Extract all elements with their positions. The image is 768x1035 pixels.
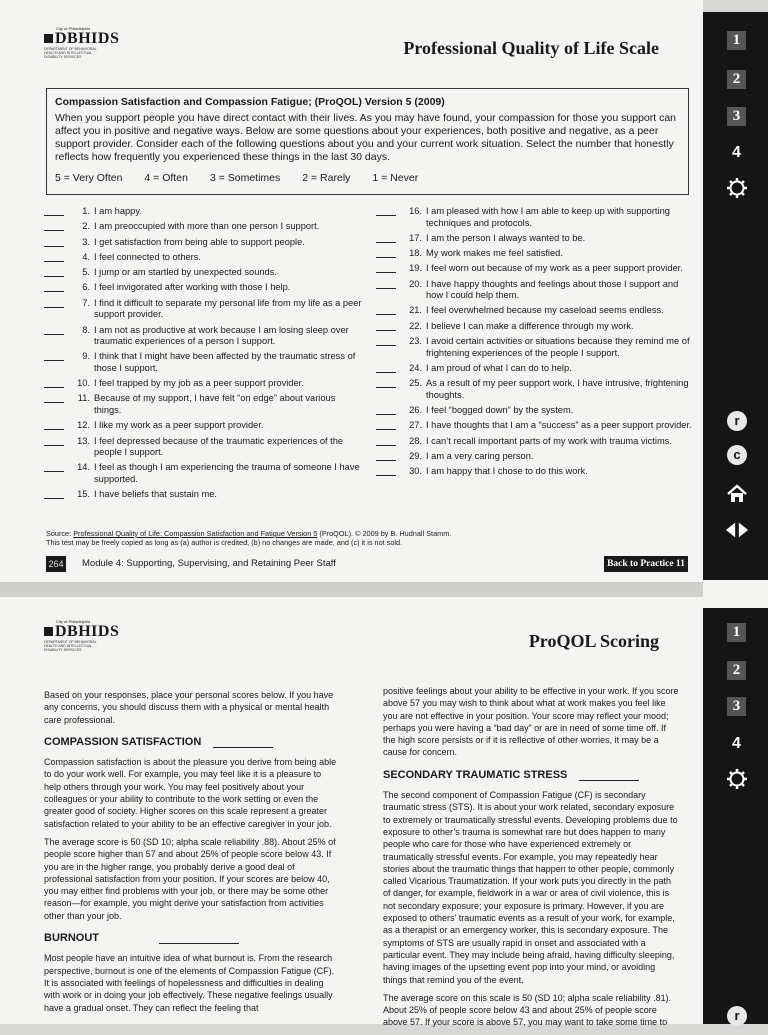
question-text: I am a very caring person. [426,450,534,461]
back-to-practice-button[interactable]: Back to Practice 11 [604,556,688,572]
logo-city-2: City of Philadelphia [56,619,91,624]
question-text: I feel as though I am experiencing the trauma of someone I have supported. [94,462,360,484]
question-number: 11. [77,393,90,404]
question-number: 18. [409,248,422,259]
question-text: My work makes me feel satisfied. [426,248,563,259]
question-item [44,298,364,321]
scale-3: 3 = Sometimes [209,172,281,184]
home-icon[interactable] [725,482,749,506]
question-text: I can’t recall important parts of my work with trauma victims. [426,435,672,446]
question-number: 10. [77,378,90,389]
question-number: 13. [77,435,90,446]
sts-heading-text: SECONDARY TRAUMATIC STRESS [383,768,568,781]
question-number: 3. [82,236,90,247]
question-text: I feel invigorated after working with those I help. [94,282,291,293]
cs-paragraph-1: Compassion satisfaction is about the pleasure you derive from being able to do your work well. For example, you may feel like it is a pleasure to help others through your work. You may feel positively about your colleagues or your ability to contribute to the work setting or even the greater good of society. Higher scores on this scale represent a greater satisfaction related to your ability to be an effective caregiver in your job. [44,757,337,829]
question-number: 9. [82,351,90,362]
question-number: 21. [409,305,422,316]
scoring-title: ProQOL Scoring [528,631,659,651]
answer-blank[interactable] [44,221,64,231]
prev-next-arrows-icon[interactable] [725,518,749,542]
scoring-left-column [44,689,340,1020]
instructions-text: When you support people you have direct contact with their lives. As you may have found, your compassion for those you support can affect you in positive and negative ways. Below are some questions about your experiences, both positive and negative, as a peer support provider. Consider each of the following questions about you and your current work situation. Select the number that honestly reflects how frequently you experienced these things in the last 30 days. [55,112,677,163]
logo-text-2: DBHIDS [55,623,120,640]
answer-blank[interactable] [44,237,64,247]
answer-blank[interactable] [376,378,396,388]
question-text: I feel depressed because of the traumatic experiences of the people I support. [94,435,344,458]
page-number: 264 [46,556,66,572]
logo-subtitle-2: DEPARTMENT OF BEHAVIORAL HEALTH AND INTELLECTUAL DISABILITY SERVICES [44,640,97,652]
logo-subtitle: DEPARTMENT OF BEHAVIORAL HEALTH AND INTELLECTUAL DISABILITY SERVICES [44,47,97,59]
source-citation [46,529,451,547]
question-number: 25. [409,378,422,389]
question-text: I jump or am startled by unexpected sounds. [94,267,277,278]
questions-left-column [44,206,364,504]
sts-paragraph-2: The average score on this scale is 50 (SD 10; alpha scale reliability .81). About 25% of people score below 43 and about 25% of people score above 57. If your score is above 57, you may want to take some time to [383,992,672,1028]
question-number: 27. [409,420,422,431]
answer-blank[interactable] [376,420,396,430]
question-text: I am not as productive at work because I am losing sleep over traumatic experiences of a person I support. [94,324,349,347]
question-item [376,466,693,478]
question-number: 6. [82,282,90,293]
question-item [376,405,693,417]
question-text: I believe I can make a difference through my work. [426,320,634,331]
answer-blank[interactable] [44,489,64,499]
question-text: As a result of my peer support work, I have intrusive, frightening thoughts. [426,378,689,400]
scoring-intro: Based on your responses, place your personal scores below. If you have any concerns, you should discuss them with a physical or mental health care professional. [44,690,334,725]
nav2-item-1[interactable]: 1 [727,623,746,642]
question-text: I feel overwhelmed because my caseload seems endless. [426,305,664,316]
question-text: I find it difficult to separate my personal life from my life as a peer support provider. [94,297,362,320]
question-text: I have beliefs that sustain me. [94,489,217,500]
scale-4: 4 = Often [144,172,188,184]
answer-blank[interactable] [44,282,64,292]
burnout-score-blank[interactable] [159,935,239,944]
sidebar-gap [703,580,768,608]
answer-blank[interactable] [44,420,64,430]
scale-5: 5 = Very Often [55,172,123,184]
sts-score-blank[interactable] [579,772,639,781]
nav-item-4[interactable]: 4 [732,144,741,161]
answer-blank[interactable] [44,252,64,262]
question-text: I think that I might have been affected by the traumatic stress of those I support. [94,351,356,373]
answer-blank[interactable] [376,279,396,289]
question-item [44,282,364,294]
question-text: Because of my support, I have felt “on edge” about various things. [94,393,336,415]
resources-icon-2[interactable]: r [725,1004,749,1028]
sts-heading [383,769,679,781]
question-item [376,321,693,333]
answer-blank[interactable] [44,298,64,308]
source-license: This test may be freely copied as long as (a) author is credited, (b) no changes are made, and (c) it is not sold. [46,538,403,547]
source-suffix: (ProQOL). © 2009 by B. Hudnall Stamm. [317,529,452,538]
logo-text: DBHIDS [55,30,120,47]
burnout-continued: positive feelings about your ability to be effective in your work. If you score above 57 you may wish to think about what at work makes you feel like you are not effective in your position. Your score may reflect your mood; perhaps you were having a “bad day” or are in need of some time off. If the high score persists or if it is reflective of other worries, it may be a cause for concern. [383,686,679,758]
question-item [376,263,693,275]
question-item [44,462,364,485]
question-item [44,267,364,279]
question-text: I feel trapped by my job as a peer support provider. [94,378,304,389]
sts-paragraph-1: The second component of Compassion Fatigue (CF) is secondary traumatic stress (STS). It is about your work related, secondary exposure to extremely or traumatically stressful events. Developing problems due to exposure to other’s trauma is somewhat rare but does happen to many people who care for those who have experienced extremely or traumatically stressful events. For example, you may repeatedly hear stories about the traumatic things that happen to other people, commonly called Vicarious Traumatization. If your work puts you directly in the path of danger, for example, fieldwork in a war or area of civil violence, this is not secondary exposure; your exposure is primary. However, if you are exposed to others’ traumatic events as a result of your work, for example, as a therapist or an emergency worker, this is secondary exposure. The symptoms of STS are usually rapid in onset and associated with a particular event. They may include being afraid, having difficulty sleeping, having images of the upsetting event pop into your mind, or avoiding things that remind you of the event. [383,790,678,985]
question-item [376,279,693,302]
rating-scale [55,172,680,184]
cs-paragraph-2: The average score is 50 (SD 10; alpha scale reliability .88). About 25% of people score higher than 57 and about 25% of people score below 43. If you are in the higher range, you probably derive a good deal of professional satisfaction from your position. If your scores are below 40, you may either find problems with your job, or there may be some other reason—for example, you might derive your satisfaction from activities other than your job. [44,836,336,921]
question-text: I like my work as a peer support provider. [94,420,264,431]
answer-blank[interactable] [376,206,396,216]
question-text: I feel worn out because of my work as a peer support provider. [426,263,683,274]
question-item [44,393,364,416]
answer-blank[interactable] [44,325,64,335]
question-number: 29. [409,450,422,461]
gear-icon-2[interactable] [725,767,749,791]
source-prefix: Source: [46,529,74,538]
question-item [44,206,364,218]
question-number: 14. [77,462,90,473]
question-text: I avoid certain activities or situations because they remind me of frightening experiences of the people I support. [426,336,690,358]
questions-right-column [376,206,693,481]
question-number: 19. [409,263,422,274]
answer-blank[interactable] [376,248,396,258]
sidebar-nav-1 [703,12,768,580]
question-text: I am proud of what I can do to help. [426,362,572,373]
question-number: 1. [82,206,90,216]
sidebar-nav-2 [703,608,768,1024]
question-item [376,451,693,463]
question-text: I get satisfaction from being able to support people. [94,236,305,247]
question-item [376,420,693,432]
dbhids-logo [44,26,119,59]
source-link[interactable]: Professional Quality of Life: Compassion Satisfaction and Fatigue Version 5 [73,529,318,538]
question-number: 30. [409,466,422,477]
resources-icon[interactable]: r [725,409,749,433]
question-item [44,436,364,459]
question-number: 20. [409,278,422,289]
dbhids-logo-2 [44,619,119,652]
question-number: 26. [409,404,422,415]
module-title: Module 4: Supporting, Supervising, and Retaining Peer Staff [82,558,336,569]
question-item [44,237,364,249]
question-number: 17. [409,232,422,243]
answer-blank[interactable] [376,336,396,346]
question-number: 16. [409,206,422,216]
instructions-box [46,88,689,195]
question-text: I am preoccupied with more than one person I support. [94,221,320,232]
answer-blank[interactable] [376,436,396,446]
burnout-heading-text: BURNOUT [44,932,99,945]
question-number: 15. [77,489,90,500]
question-text: I am the person I always wanted to be. [426,232,586,243]
question-text: I have happy thoughts and feelings about those I support and how I could help them. [426,278,679,301]
answer-blank[interactable] [376,466,396,476]
question-number: 22. [409,320,422,331]
question-number: 8. [82,324,90,335]
logo-name-2 [44,624,119,640]
question-item [44,252,364,264]
question-item [376,363,693,375]
nav2-item-4[interactable]: 4 [732,735,741,752]
answer-blank[interactable] [44,378,64,388]
page-2 [0,597,703,1028]
question-number: 28. [409,435,422,446]
scoring-right-column [383,685,679,1035]
cs-heading-text: COMPASSION SATISFACTION [44,735,202,748]
page-gap [0,582,768,597]
instructions-heading: Compassion Satisfaction and Compassion Fatigue; (ProQOL) Version 5 (2009) [55,96,445,108]
question-text: I feel “bogged down” by the system. [426,404,574,415]
question-text: I am happy that I chose to do this work. [426,466,588,477]
answer-blank[interactable] [376,363,396,373]
question-item [376,248,693,260]
question-item [44,221,364,233]
question-item [44,351,364,374]
answer-blank[interactable] [376,305,396,315]
page-footer [46,556,688,573]
answer-blank[interactable] [44,351,64,361]
nav2-item-2[interactable]: 2 [727,661,746,680]
cs-score-blank[interactable] [213,739,273,748]
question-item [44,420,364,432]
answer-blank[interactable] [44,393,64,403]
question-number: 2. [82,221,90,232]
question-item [376,336,693,359]
answer-blank[interactable] [376,233,396,243]
nav2-item-3[interactable]: 3 [727,697,746,716]
question-number: 4. [82,251,90,262]
answer-blank[interactable] [376,451,396,461]
question-number: 12. [77,420,90,431]
question-number: 5. [82,267,90,278]
burnout-heading [44,932,340,944]
answer-blank[interactable] [44,436,64,446]
nav-item-1[interactable]: 1 [727,31,746,50]
contents-icon[interactable]: c [725,443,749,467]
answer-blank[interactable] [44,267,64,277]
question-item [376,233,693,245]
question-item [376,436,693,448]
question-text: I feel connected to others. [94,251,201,262]
question-item [44,378,364,390]
nav-item-2[interactable]: 2 [727,70,746,89]
burnout-paragraph-1: Most people have an intuitive idea of what burnout is. From the research perspective, burnout is one of the elements of Compassion Fatigue (CF). It is associated with feelings of hopelessness and difficulties in dealing with work or in doing your job effectively. These negative feelings usually have a gradual onset. They can reflect the feeling that [44,953,335,1013]
gear-icon[interactable] [725,176,749,200]
answer-blank[interactable] [44,206,64,216]
answer-blank[interactable] [376,263,396,273]
logo-name [44,31,119,47]
question-text: I am pleased with how I am able to keep up with supporting techniques and protocols. [426,206,670,228]
answer-blank[interactable] [44,462,64,472]
question-text: I am happy. [94,206,142,216]
compassion-satisfaction-heading [44,736,340,748]
nav-item-3[interactable]: 3 [727,107,746,126]
answer-blank[interactable] [376,321,396,331]
question-text: I have thoughts that I am a “success” as a peer support provider. [426,420,692,431]
answer-blank[interactable] [376,405,396,415]
page-title: Professional Quality of Life Scale [403,38,659,58]
logo-city: City of Philadelphia [56,26,91,31]
question-item [44,325,364,348]
question-number: 23. [409,336,422,347]
question-number: 7. [82,297,90,308]
question-item [376,305,693,317]
question-item [376,206,693,229]
scale-2: 2 = Rarely [302,172,351,184]
question-item [44,489,364,501]
question-item [376,378,693,401]
scale-1: 1 = Never [372,172,419,184]
question-number: 24. [409,362,422,373]
